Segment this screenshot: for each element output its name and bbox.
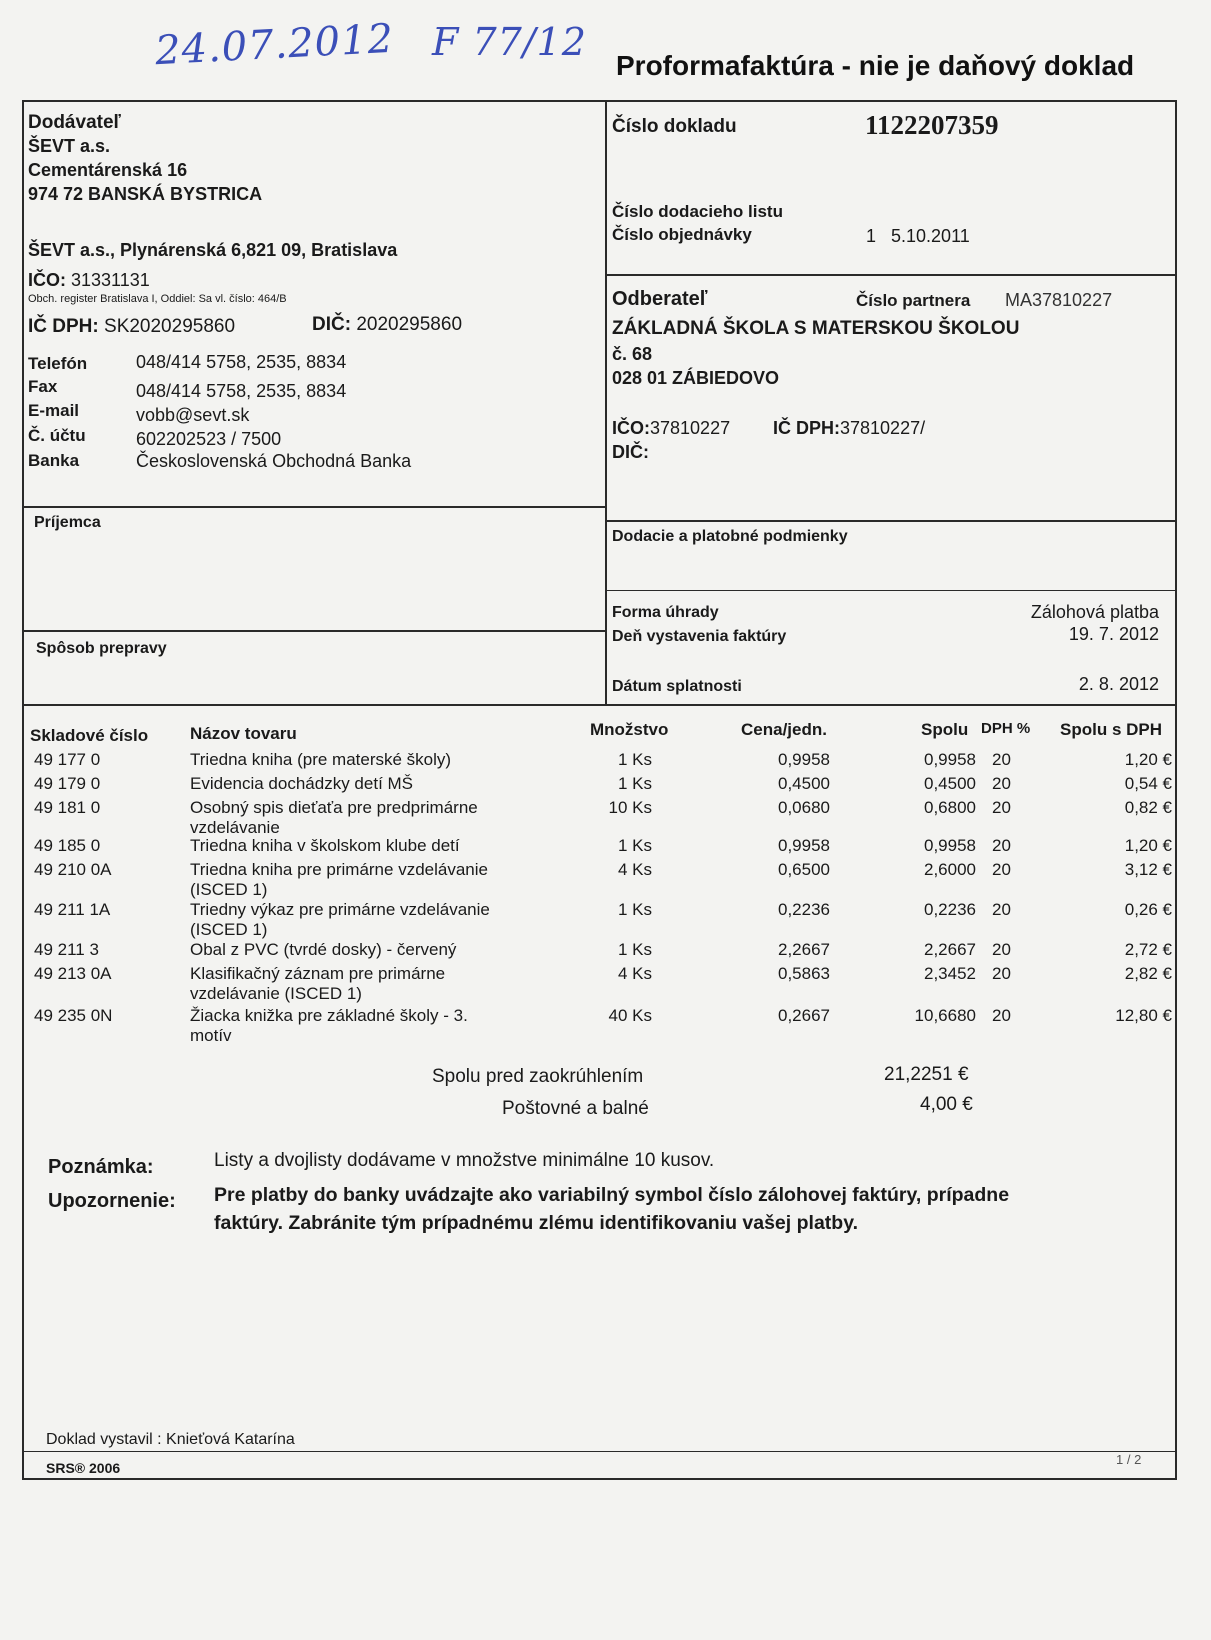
subtotal-label: Spolu pred zaokrúhlením: [432, 1066, 644, 1087]
col-header-total: Spolu: [921, 720, 969, 739]
cell-unit-price: 0,9958: [778, 836, 830, 855]
customer-heading: Odberateľ: [612, 288, 708, 310]
table-row: [0, 1006, 1211, 1045]
payment-label: Forma úhrady: [612, 604, 719, 621]
cell-gross: 1,20 €: [1124, 750, 1172, 769]
warning-text-line2: faktúry. Zabránite tým prípadnému zlému identifikovaniu vašej platby.: [214, 1212, 859, 1234]
table-row: [0, 940, 1211, 962]
cell-gross: 2,82 €: [1124, 964, 1172, 983]
col-header-unit-price: Cena/jedn.: [741, 720, 827, 739]
contact-label: Banka: [28, 451, 80, 470]
customer-street: č. 68: [612, 344, 653, 364]
handwritten-date: 24.07.2012: [153, 15, 396, 75]
cell-unit-price: 0,6500: [778, 860, 830, 879]
cell-total: 2,2667: [924, 940, 976, 959]
table-row: [0, 750, 1211, 772]
cell-name-continued: (ISCED 1): [190, 880, 268, 899]
contact-value: 048/414 5758, 2535, 8834: [136, 381, 347, 401]
contact-label: Telefón: [28, 354, 88, 373]
doc-customer-divider: [605, 274, 1177, 276]
cell-unit-price: 2,2667: [778, 940, 830, 959]
cell-name: Triedna kniha v školskom klube detí: [190, 836, 460, 855]
contact-label: Č. účtu: [28, 426, 86, 445]
handwritten-note: F 77/12: [432, 20, 587, 64]
contact-value: 048/414 5758, 2535, 8834: [136, 352, 347, 372]
supplier-ico-label: IČO:: [28, 270, 66, 290]
cell-code: 49 179 0: [34, 774, 101, 793]
cell-name-continued: (ISCED 1): [190, 920, 268, 939]
contact-label: E-mail: [28, 401, 80, 420]
cell-name-continued: motív: [190, 1026, 232, 1045]
cell-vat: 20: [992, 774, 1011, 793]
cell-gross: 12,80 €: [1115, 1006, 1172, 1025]
table-row: [0, 774, 1211, 796]
cell-vat: 20: [992, 798, 1011, 817]
cell-vat: 20: [992, 964, 1011, 983]
cell-unit-price: 0,9958: [778, 750, 830, 769]
cell-total: 0,9958: [924, 836, 976, 855]
warning-text-line1: Pre platby do banky uvádzajte ako variabilný symbol číslo zálohovej faktúry, prípadne: [214, 1184, 1010, 1206]
header-bottom-divider: [22, 704, 1177, 706]
postage-label: Poštovné a balné: [502, 1098, 649, 1119]
cell-qty: 1 Ks: [617, 940, 652, 959]
contact-value: 602202523 / 7500: [136, 429, 282, 449]
supplier-recipient-divider: [22, 506, 606, 508]
supplier-dic-label: DIČ:: [312, 314, 352, 335]
cell-gross: 2,72 €: [1124, 940, 1172, 959]
cell-name: Triedny výkaz pre primárne vzdelávanie: [190, 900, 490, 919]
table-row: [0, 836, 1211, 858]
subtotal-value: 21,2251 €: [884, 1064, 969, 1085]
supplier-heading: Dodávateľ: [28, 112, 121, 133]
conditions-inner-divider: [605, 590, 1177, 591]
cell-unit-price: 0,4500: [778, 774, 830, 793]
supplier-icdph-label: IČ DPH:: [28, 316, 99, 337]
supplier-name: ŠEVT a.s.: [28, 136, 111, 156]
issue-date: 19. 7. 2012: [1068, 624, 1159, 644]
supplier-hq: ŠEVT a.s., Plynárenská 6,821 09, Bratislava: [28, 240, 398, 260]
payment-value: Zálohová platba: [1030, 602, 1159, 622]
cell-name: Triedna kniha pre primárne vzdelávanie: [190, 860, 488, 879]
cell-qty: 1 Ks: [617, 774, 652, 793]
cell-unit-price: 0,2236: [778, 900, 830, 919]
cell-total: 2,3452: [924, 964, 976, 983]
delivery-note-label: Číslo dodacieho listu: [612, 202, 783, 221]
postage-value: 4,00 €: [920, 1094, 973, 1115]
supplier-dic-value: 2020295860: [356, 314, 463, 335]
cell-name-continued: vzdelávanie: [190, 818, 280, 837]
contact-value: Československá Obchodná Banka: [136, 451, 412, 471]
note-label: Poznámka:: [48, 1156, 154, 1178]
cell-total: 0,2236: [924, 900, 976, 919]
customer-city: 028 01 ZÁBIEDOVO: [612, 368, 780, 388]
col-header-code: Skladové číslo: [30, 726, 149, 745]
supplier-street: Cementárenská 16: [28, 160, 188, 180]
cell-vat: 20: [992, 860, 1011, 879]
cell-qty: 1 Ks: [617, 900, 652, 919]
cell-gross: 1,20 €: [1124, 836, 1172, 855]
customer-ico: [612, 418, 730, 439]
doc-number: 1122207359: [865, 110, 999, 140]
contact-value: vobb@sevt.sk: [136, 405, 250, 425]
cell-name: Evidencia dochádzky detí MŠ: [190, 774, 414, 793]
cell-gross: 0,82 €: [1124, 798, 1172, 817]
footer-divider: [22, 1451, 1177, 1452]
cell-code: 49 210 0A: [34, 860, 112, 879]
supplier-ico-value: 31331131: [71, 270, 150, 290]
col-header-gross: Spolu s DPH: [1060, 720, 1163, 739]
due-date: 2. 8. 2012: [1078, 674, 1159, 694]
contact-label: Fax: [28, 377, 58, 396]
cell-name: Klasifikačný záznam pre primárne: [190, 964, 446, 983]
cell-vat: 20: [992, 836, 1011, 855]
recipient-label: Príjemca: [34, 514, 101, 531]
cell-qty: 40 Ks: [608, 1006, 652, 1025]
cell-unit-price: 0,5863: [778, 964, 830, 983]
table-row: [0, 964, 1211, 1003]
table-row: [0, 860, 1211, 899]
warning-label: Upozornenie:: [48, 1190, 176, 1212]
supplier-dic: [312, 314, 462, 336]
customer-name: ZÁKLADNÁ ŠKOLA S MATERSKOU ŠKOLOU: [612, 318, 1020, 339]
customer-icdph-label: IČ DPH:: [773, 418, 840, 438]
note-text: Listy a dvojlisty dodávame v množstve minimálne 10 kusov.: [214, 1150, 715, 1171]
cell-name: Triedna kniha (pre materské školy): [190, 750, 452, 769]
document-title: Proformafaktúra - nie je daňový doklad: [616, 50, 1135, 81]
cell-total: 0,6800: [924, 798, 976, 817]
cell-vat: 20: [992, 940, 1011, 959]
cell-name: Obal z PVC (tvrdé dosky) - červený: [190, 940, 457, 959]
supplier-icdph-value: SK2020295860: [104, 316, 236, 337]
cell-total: 0,9958: [924, 750, 976, 769]
cell-code: 49 177 0: [34, 750, 101, 769]
cell-unit-price: 0,2667: [778, 1006, 830, 1025]
customer-conditions-divider: [605, 520, 1177, 522]
supplier-city: 974 72 BANSKÁ BYSTRICA: [28, 184, 263, 204]
cell-qty: 1 Ks: [617, 750, 652, 769]
cell-code: 49 213 0A: [34, 964, 112, 983]
cell-name: Osobný spis dieťaťa pre predprimárne: [190, 798, 478, 817]
cell-qty: 4 Ks: [617, 860, 652, 879]
transport-label: Spôsob prepravy: [36, 640, 167, 657]
partner-number: MA37810227: [1005, 290, 1113, 310]
page-number: 1 / 2: [1116, 1452, 1142, 1467]
cell-total: 10,6680: [914, 1006, 976, 1025]
customer-ico-label: IČO:: [612, 418, 650, 438]
customer-icdph: [773, 418, 925, 439]
cell-gross: 3,12 €: [1124, 860, 1172, 879]
cell-name-continued: vzdelávanie (ISCED 1): [190, 984, 362, 1003]
supplier-ico: [28, 270, 150, 291]
customer-icdph-value: 37810227/: [840, 418, 926, 438]
cell-total: 0,4500: [924, 774, 976, 793]
cell-qty: 4 Ks: [617, 964, 652, 983]
cell-code: 49 181 0: [34, 798, 101, 817]
doc-number-label: Číslo dokladu: [612, 116, 737, 137]
cell-code: 49 211 3: [34, 940, 99, 959]
supplier-icdph: [28, 316, 235, 338]
cell-name: Žiacka knižka pre základné školy - 3.: [190, 1006, 468, 1025]
conditions-heading: Dodacie a platobné podmienky: [612, 528, 848, 545]
cell-qty: 1 Ks: [617, 836, 652, 855]
cell-gross: 0,54 €: [1124, 774, 1172, 793]
cell-code: 49 211 1A: [34, 900, 111, 919]
customer-dic-label: DIČ:: [612, 442, 649, 462]
header-divider: [605, 100, 607, 704]
cell-code: 49 235 0N: [34, 1006, 113, 1025]
issued-by: Doklad vystavil : Knieťová Katarína: [46, 1431, 295, 1448]
col-header-qty: Množstvo: [590, 720, 669, 739]
recipient-transport-divider: [22, 630, 606, 632]
customer-ico-value: 37810227: [650, 418, 731, 438]
col-header-name: Názov tovaru: [190, 724, 297, 743]
cell-code: 49 185 0: [34, 836, 101, 855]
due-date-label: Dátum splatnosti: [612, 678, 742, 695]
items-table: [0, 716, 1211, 1056]
order-value: 1 5.10.2011: [866, 226, 970, 246]
table-row: [0, 900, 1211, 939]
cell-vat: 20: [992, 750, 1011, 769]
col-header-vat: DPH %: [981, 720, 1031, 737]
cell-unit-price: 0,0680: [778, 798, 830, 817]
software-mark: SRS® 2006: [46, 1460, 121, 1476]
order-label: Číslo objednávky: [612, 225, 752, 244]
cell-vat: 20: [992, 900, 1011, 919]
cell-gross: 0,26 €: [1124, 900, 1172, 919]
issue-date-label: Deň vystavenia faktúry: [612, 628, 787, 645]
cell-vat: 20: [992, 1006, 1011, 1025]
table-row: [0, 798, 1211, 837]
cell-qty: 10 Ks: [608, 798, 652, 817]
supplier-register: Obch. register Bratislava I, Oddiel: Sa vl. číslo: 464/B: [28, 293, 287, 305]
partner-label: Číslo partnera: [856, 291, 971, 310]
cell-total: 2,6000: [924, 860, 976, 879]
